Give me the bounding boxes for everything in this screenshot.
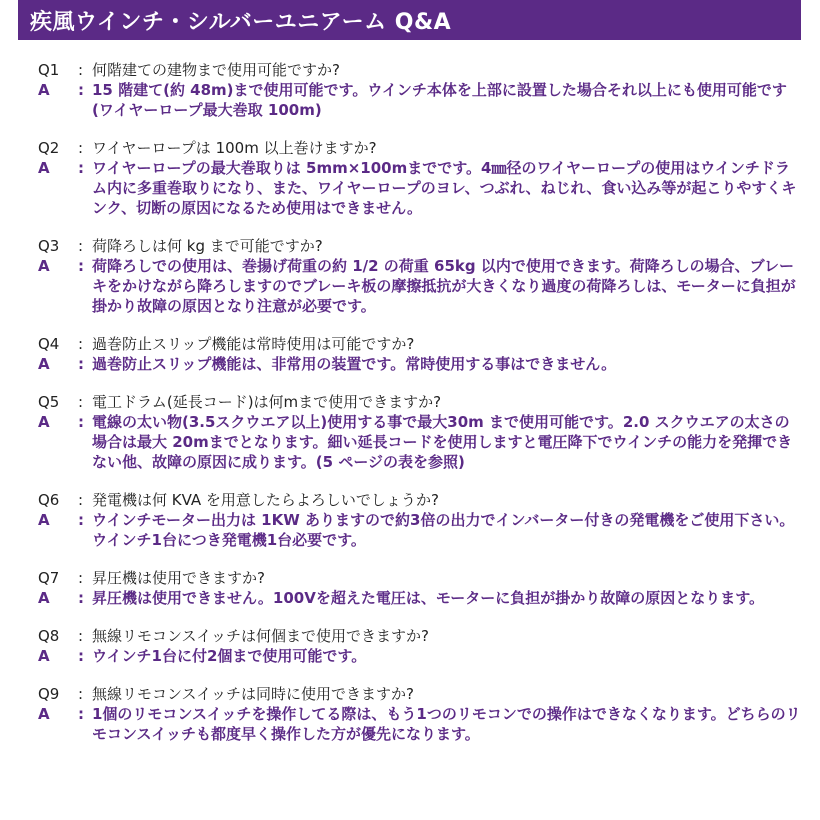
question-number: Q5	[38, 393, 60, 411]
question-text: 荷降ろしは何 kg まで可能ですか?	[92, 237, 323, 255]
qa-item-1	[38, 60, 808, 120]
question-text: 過巻防止スリップ機能は常時使用は可能ですか?	[92, 335, 415, 353]
answer-separator: :	[78, 355, 84, 373]
question-number: Q7	[38, 569, 60, 587]
answer-separator: :	[78, 705, 84, 723]
answer-text: ウインチモーター出力は 1KW ありますので約3倍の出力でインバーター付きの発電機をご使用下さい。ウインチ1台につき発電機1台必要です。	[92, 511, 795, 549]
question-line	[38, 684, 808, 704]
answer-line	[38, 354, 808, 374]
answer-label: A	[38, 257, 50, 275]
answer-label: A	[38, 413, 50, 431]
qa-item-8	[38, 626, 808, 666]
question-number: Q3	[38, 237, 60, 255]
answer-label: A	[38, 159, 50, 177]
answer-line	[38, 80, 808, 120]
answer-separator: :	[78, 647, 84, 665]
question-separator: :	[78, 139, 84, 157]
question-separator: :	[78, 335, 84, 353]
question-separator: :	[78, 491, 84, 509]
question-line	[38, 138, 808, 158]
answer-separator: :	[78, 257, 84, 275]
answer-separator: :	[78, 413, 84, 431]
header-bar	[18, 0, 801, 40]
question-separator: :	[78, 61, 84, 79]
answer-text: ワイヤーロープの最大巻取りは 5mm×100mまでです。4㎜径のワイヤーロープの使用はウインチドラム内に多重巻取りになり、また、ワイヤーロープのヨレ、つぶれ、ねじれ、食い込み等が起こりやすくキンク、切断の原因になるため使用はできません。	[92, 159, 797, 217]
question-line	[38, 392, 808, 412]
question-number: Q6	[38, 491, 60, 509]
answer-text: 過巻防止スリップ機能は、非常用の装置です。常時使用する事はできません。	[92, 355, 617, 373]
question-separator: :	[78, 393, 84, 411]
answer-separator: :	[78, 81, 84, 99]
answer-line	[38, 646, 808, 666]
question-text: 無線リモコンスイッチは何個まで使用できますか?	[92, 627, 429, 645]
answer-separator: :	[78, 159, 84, 177]
question-separator: :	[78, 627, 84, 645]
question-text: 発電機は何 KVA を用意したらよろしいでしょうか?	[92, 491, 439, 509]
question-line	[38, 490, 808, 510]
answer-label: A	[38, 81, 50, 99]
question-separator: :	[78, 237, 84, 255]
question-text: ワイヤーロープは 100m 以上巻けますか?	[92, 139, 377, 157]
answer-text: ウインチ1台に付2個まで使用可能です。	[92, 647, 367, 665]
question-number: Q4	[38, 335, 60, 353]
question-text: 何階建ての建物まで使用可能ですか?	[92, 61, 340, 79]
answer-line	[38, 588, 808, 608]
question-line	[38, 60, 808, 80]
question-text: 無線リモコンスイッチは同時に使用できますか?	[92, 685, 414, 703]
qa-item-2	[38, 138, 808, 218]
answer-label: A	[38, 511, 50, 529]
question-number: Q1	[38, 61, 60, 79]
question-number: Q9	[38, 685, 60, 703]
question-line	[38, 334, 808, 354]
qa-item-4	[38, 334, 808, 374]
question-text: 昇圧機は使用できますか?	[92, 569, 265, 587]
question-line	[38, 626, 808, 646]
answer-text: 荷降ろしでの使用は、巻揚げ荷重の約 1/2 の荷重 65kg 以内で使用できます。荷降ろしの場合、ブレー キをかけながら降ろしますのでブレーキ板の摩擦抵抗が大きくなり過度の荷降ろしは、モーターに負担が掛かり故障の原因となり注意が必要です。	[92, 257, 796, 315]
answer-text: 昇圧機は使用できません。100Vを超えた電圧は、モーターに負担が掛かり故障の原因となります。	[92, 589, 765, 607]
answer-text: 電線の太い物(3.5スクウエア以上)使用する事で最大30m まで使用可能です。2.0 スクウエアの太さの場合は最大 20mまでとなります。細い延長コードを使用しますと電圧降下でウインチの能力を発揮できない他、故障の原因に成ります。(5 ページの表を参照)	[92, 413, 793, 471]
qa-item-7	[38, 568, 808, 608]
page-title: 疾風ウインチ・シルバーユニアーム Q&A	[30, 9, 452, 35]
answer-separator: :	[78, 589, 84, 607]
qa-item-5	[38, 392, 808, 472]
qa-item-6	[38, 490, 808, 550]
question-number: Q8	[38, 627, 60, 645]
answer-label: A	[38, 355, 50, 373]
answer-line	[38, 158, 808, 218]
answer-line	[38, 256, 808, 316]
answer-line	[38, 412, 808, 472]
question-line	[38, 236, 808, 256]
qa-item-9	[38, 684, 808, 744]
question-text: 電工ドラム(延長コード)は何mまで使用できますか?	[92, 393, 442, 411]
answer-text: 15 階建て(約 48m)まで使用可能です。ウインチ本体を上部に設置した場合それ以上にも使用可能です(ワイヤーロープ最大巻取 100m)	[92, 81, 787, 119]
question-separator: :	[78, 569, 84, 587]
qa-item-3	[38, 236, 808, 316]
question-number: Q2	[38, 139, 60, 157]
answer-label: A	[38, 647, 50, 665]
answer-line	[38, 704, 808, 744]
qa-list	[38, 60, 808, 762]
answer-line	[38, 510, 808, 550]
question-separator: :	[78, 685, 84, 703]
question-line	[38, 568, 808, 588]
answer-text: 1個のリモコンスイッチを操作してる際は、もう1つのリモコンでの操作はできなくなります。どちらのリモコンスイッチも都度早く操作した方が優先になります。	[92, 705, 801, 743]
answer-separator: :	[78, 511, 84, 529]
answer-label: A	[38, 705, 50, 723]
answer-label: A	[38, 589, 50, 607]
